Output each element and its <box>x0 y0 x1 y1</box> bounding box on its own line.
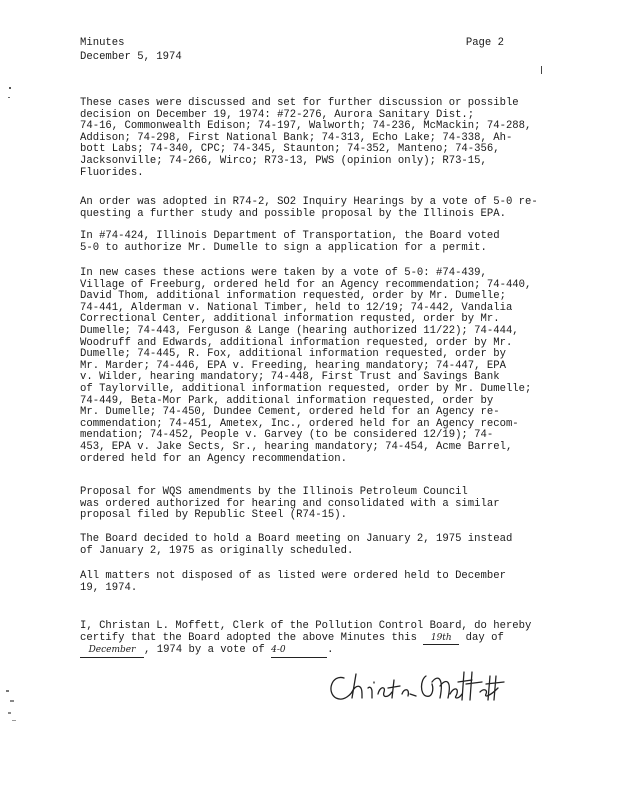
minutes-date: December 5, 1974 <box>80 50 182 63</box>
text-line: was ordered authorized for hearing and consolidated with a similar <box>80 497 500 510</box>
day-filled: 19th <box>423 633 459 646</box>
text-line: decision on December 19, 1974: #72-276, Aurora Sanitary Dist.; <box>80 108 475 121</box>
vote-filled: 4-0 <box>271 645 327 658</box>
text-line: An order was adopted in R74-2, SO2 Inquiry Hearings by a vote of 5-0 re- <box>80 196 538 208</box>
signature <box>322 664 522 708</box>
paragraph-r74-2-order <box>80 197 600 220</box>
text-line: 74-449, Beta-Mor Park, additional information requested, order by <box>80 394 494 407</box>
page-number: Page 2 <box>465 37 504 49</box>
text-line: mendation; 74-452, People v. Garvey (to be considered 12/19); 74- <box>80 429 494 442</box>
minutes-title: Minutes <box>80 37 125 49</box>
text-line: David Thom, additional information requested, order by Mr. Dumelle; <box>80 290 506 303</box>
text-line: Fluorides. <box>80 166 144 179</box>
month-filled: December <box>80 645 144 658</box>
text-line: Mr. Dumelle; 74-450, Dundee Cement, ordered held for an Agency re- <box>80 406 500 419</box>
text-line: bott Labs; 74-340, CPC; 74-345, Staunton; 74-352, Manteno; 74-356, <box>80 143 500 156</box>
text-line: In new cases these actions were taken by a vote of 5-0: #74-439, <box>80 267 487 279</box>
text-line: ordered held for an Agency recommendation. <box>80 452 348 465</box>
text-line: Dumelle; 74-445, R. Fox, additional information requested, order by <box>80 348 506 361</box>
text-line: Dumelle; 74-443, Ferguson & Lange (hearing authorized 11/22); 74-444, <box>80 324 519 337</box>
paragraph-board-meeting <box>80 534 600 557</box>
text-line: of January 2, 1975 as originally scheduled. <box>80 544 354 557</box>
text-line: 453, EPA v. Jake Sects, Sr., hearing mandatory; 74-454, Acme Barrel, <box>80 440 513 453</box>
text-line: v. Wilder, hearing mandatory; 74-448, First Trust and Savings Bank <box>80 371 500 384</box>
text-line: Addison; 74-298, First National Bank; 74-313, Echo Lake; 74-338, Ah- <box>80 131 513 144</box>
text-line: questing a further study and possible proposal by the Illinois EPA. <box>80 207 506 220</box>
text-line: All matters not disposed of as listed were ordered held to December <box>80 570 506 582</box>
period-text: . <box>327 644 334 657</box>
certification-line-1: I, Christan L. Moffett, Clerk of the Pollution Control Board, do hereby <box>80 620 532 632</box>
text-line: 5-0 to authorize Mr. Dumelle to sign a application for a permit. <box>80 241 487 254</box>
text-line: These cases were discussed and set for further discussion or possible <box>80 97 519 109</box>
text-line: 74-16, Commonwealth Edison; 74-197, Walworth; 74-236, McMackin; 74-288, <box>80 120 532 133</box>
paragraph-dot-authorization <box>80 231 600 254</box>
day-of-text: day of <box>465 631 504 644</box>
certification-line-3 <box>80 645 600 658</box>
text-line: Proposal for WQS amendments by the Illinois Petroleum Council <box>80 486 468 498</box>
text-line: 19, 1974. <box>80 581 138 594</box>
paragraph-cases-discussed <box>80 98 600 179</box>
text-line: Village of Freeburg, ordered held for an Agency recommendation; 74-440, <box>80 278 532 291</box>
text-line: The Board decided to hold a Board meeting on January 2, 1975 instead <box>80 533 513 545</box>
text-line: Jacksonville; 74-266, Wirco; R73-13, PWS (opinion only); R73-15, <box>80 154 487 167</box>
text-line: proposal filed by Republic Steel (R74-15). <box>80 509 348 522</box>
paragraph-new-cases <box>80 268 600 465</box>
text-line: Woodruff and Edwards, additional information requested, order by Mr. <box>80 336 513 349</box>
text-line: of Taylorville, additional information requested, order by Mr. Dumelle; <box>80 382 532 395</box>
text-line: 74-441, Alderman v. National Timber, held to 12/19; 74-442, Vandalia <box>80 301 513 314</box>
text-line: commendation; 74-451, Ametex, Inc., ordered held for an Agency recom- <box>80 417 519 430</box>
text-line: Correctional Center, additional information requsted, order by Mr. <box>80 313 500 326</box>
certify-text: certify that the Board adopted the above Minutes this <box>80 631 417 644</box>
vote-text: , 1974 by a vote of <box>144 644 265 657</box>
certification-block <box>80 621 600 658</box>
paragraph-wqs-amendments <box>80 487 600 522</box>
text-line: In #74-424, Illinois Department of Transportation, the Board voted <box>80 230 500 242</box>
paragraph-held-matters <box>80 571 600 594</box>
text-line: Mr. Marder; 74-446, EPA v. Freeding, hearing mandatory; 74-447, EPA <box>80 359 506 372</box>
